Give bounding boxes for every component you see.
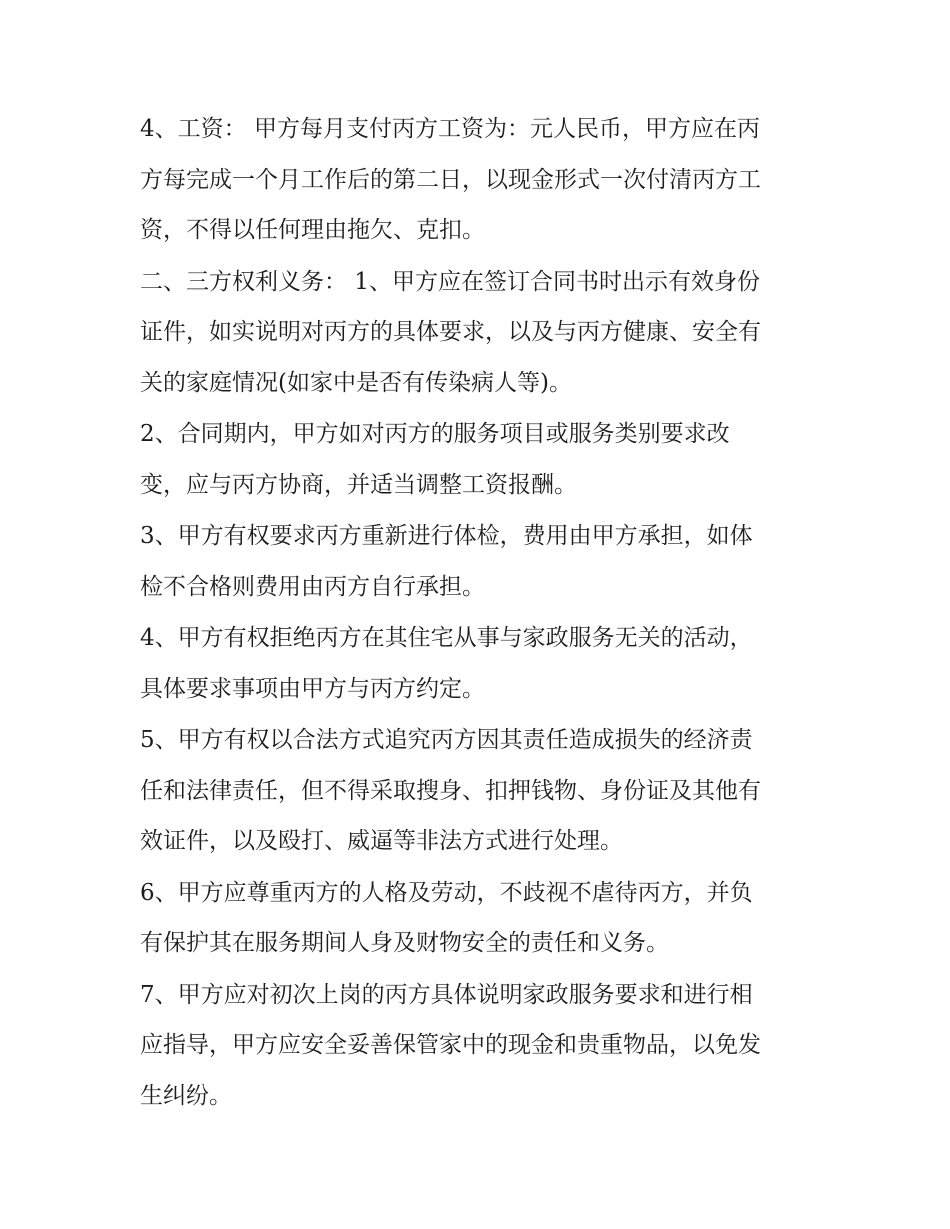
paragraph-item-4 — [140, 613, 820, 714]
text-line: 5、甲方有权以合法方式追究丙方因其责任造成损失的经济责 — [140, 727, 753, 753]
paragraph-wage — [140, 104, 820, 256]
text-line: 3、甲方有权要求丙方重新进行体检，费用由甲方承担，如体 — [140, 523, 753, 549]
text-line: 7、甲方应对初次上岗的丙方具体说明家政服务要求和进行相 — [140, 981, 753, 1008]
text-line: 二、三方权利义务： 1、甲方应在签订合同书时出示有效身份 — [140, 268, 760, 295]
text-line: 任和法律责任，但不得采取搜身、扣押钱物、身份证及其他有 — [140, 777, 761, 804]
paragraph-item-7 — [140, 970, 820, 1122]
text-line: 效证件，以及殴打、威逼等非法方式进行处理。 — [140, 828, 623, 854]
text-line: 资，不得以任何理由拖欠、克扣。 — [140, 217, 485, 243]
text-line: 关的家庭情况(如家中是否有传染病人等)。 — [140, 369, 572, 396]
text-line: 证件，如实说明对丙方的具体要求，以及与丙方健康、安全有 — [140, 319, 761, 345]
text-line: 应指导，甲方应安全妥善保管家中的现金和贵重物品，以免发 — [140, 1032, 761, 1058]
document-body — [140, 104, 820, 1122]
paragraph-rights-obligations — [140, 257, 820, 409]
paragraph-item-2 — [140, 409, 820, 510]
text-line: 具体要求事项由甲方与丙方约定。 — [140, 675, 485, 702]
text-line: 检不合格则费用由丙方自行承担。 — [140, 573, 485, 600]
text-line: 2、合同期内，甲方如对丙方的服务项目或服务类别要求改 — [140, 421, 730, 447]
paragraph-item-6 — [140, 868, 820, 969]
text-line: 有保护其在服务期间人身及财物安全的责任和义务。 — [140, 930, 669, 956]
paragraph-item-3 — [140, 511, 820, 612]
text-line: 4、工资： 甲方每月支付丙方工资为：元人民币，甲方应在丙 — [140, 116, 760, 142]
text-line: 6、甲方应尊重丙方的人格及劳动，不歧视不虐待丙方，并负 — [140, 879, 753, 906]
paragraph-item-5 — [140, 715, 820, 867]
text-line: 生纠纷。 — [140, 1082, 232, 1109]
text-line: 方每完成一个月工作后的第二日，以现金形式一次付清丙方工 — [140, 166, 761, 193]
text-line: 4、甲方有权拒绝丙方在其住宅从事与家政服务无关的活动， — [140, 625, 753, 651]
text-line: 变，应与丙方协商，并适当调整工资报酬。 — [140, 471, 577, 498]
